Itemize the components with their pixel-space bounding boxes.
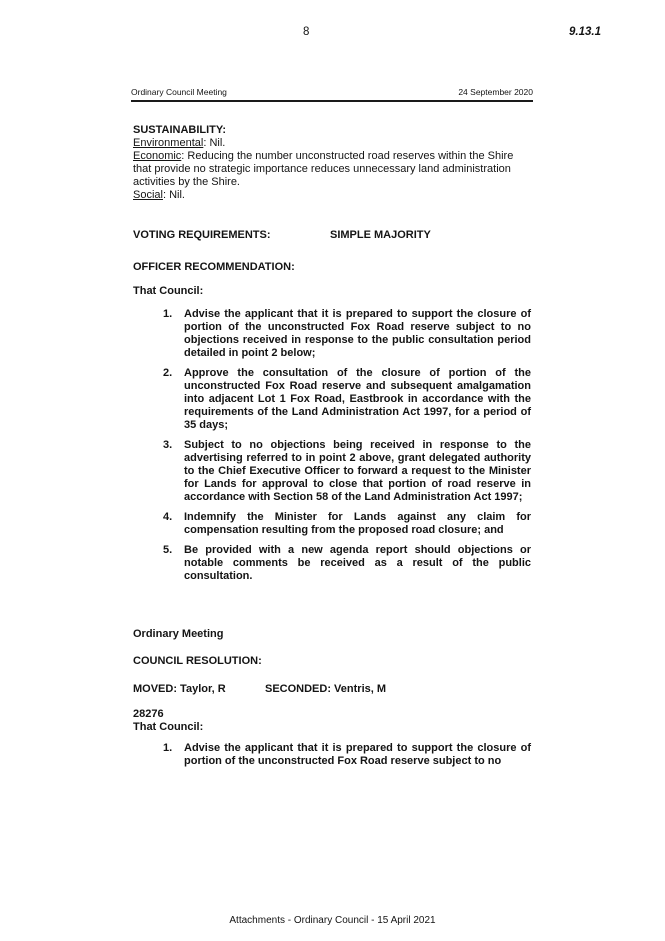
- header-meeting-date: 24 September 2020: [458, 87, 533, 97]
- economic-text: : Reducing the number unconstructed road reserves within the Shire that provide no strategic importance reduces unnecessary land administration activities by the Shire.: [133, 150, 514, 188]
- social-text: : Nil.: [162, 189, 185, 201]
- officer-recommendation-heading: OFFICER RECOMMENDATION:: [133, 261, 295, 273]
- social-label: Social: [133, 189, 163, 201]
- list-item-number: 3.: [163, 439, 173, 451]
- moved-by: MOVED: Taylor, R: [133, 683, 226, 695]
- council-resolution-list: [133, 742, 531, 768]
- list-item-text: Be provided with a new agenda report should objections or notable comments be received as a result of the public consultation.: [184, 544, 531, 582]
- voting-requirements-row: [133, 229, 531, 242]
- officer-recommendation-list: [133, 308, 531, 583]
- agenda-item-reference: 9.13.1: [569, 26, 601, 38]
- document-body: [133, 124, 531, 768]
- list-item-number: 1.: [163, 308, 173, 320]
- ordinary-meeting-label: Ordinary Meeting: [133, 628, 224, 640]
- list-item-number: 1.: [163, 742, 173, 754]
- list-item-number: 2.: [163, 367, 173, 379]
- resolution-number: 28276: [133, 708, 164, 720]
- header-meeting-title: Ordinary Council Meeting: [131, 87, 227, 97]
- sustainability-social-line: [133, 189, 531, 202]
- list-item: [133, 742, 531, 768]
- seconded-by: SECONDED: Ventris, M: [265, 683, 387, 695]
- page-number: 8: [303, 26, 310, 38]
- list-item-text: Approve the consultation of the closure of portion of the unconstructed Fox Road reserve and subsequent amalgamation into adjacent Lot 1 Fox Road, Eastbrook in accordance with the requirements of the Land Administration Act 1997, for a period of 35 days;: [184, 367, 531, 431]
- sustainability-heading: SUSTAINABILITY:: [133, 124, 227, 136]
- list-item: [133, 308, 531, 360]
- list-item-text: Indemnify the Minister for Lands against any claim for compensation resulting from the proposed road closure; and: [184, 511, 531, 536]
- sustainability-environmental-line: [133, 137, 531, 150]
- list-item-number: 5.: [163, 544, 173, 556]
- voting-requirements-label: VOTING REQUIREMENTS:: [133, 229, 271, 241]
- voting-requirements-value: SIMPLE MAJORITY: [330, 229, 431, 241]
- sustainability-economic-line: [133, 150, 531, 189]
- council-resolution-heading: COUNCIL RESOLUTION:: [133, 655, 262, 667]
- list-item: [133, 511, 531, 537]
- economic-label: Economic: [133, 150, 182, 162]
- officer-recommendation-preamble: That Council:: [133, 285, 204, 297]
- list-item-text: Subject to no objections being received in response to the advertising referred to in point 2 above, grant delegated authority to the Chief Executive Officer to forward a request to the Minister for Lands for approval to close that portion of road reserve in accordance with Section 58 of the Land Administration Act 1997;: [184, 439, 531, 503]
- list-item: [133, 439, 531, 504]
- environmental-label: Environmental: [133, 137, 204, 149]
- list-item-text: Advise the applicant that it is prepared to support the closure of portion of the unconstructed Fox Road reserve subject to no: [184, 742, 531, 767]
- running-header: [131, 87, 533, 102]
- list-item: [133, 367, 531, 432]
- council-resolution-preamble: That Council:: [133, 721, 204, 733]
- list-item-number: 4.: [163, 511, 173, 523]
- moved-seconded-row: [133, 683, 531, 696]
- list-item-text: Advise the applicant that it is prepared to support the closure of portion of the unconstructed Fox Road reserve subject to no objections received in response to the public consultation period detailed in point 2 below;: [184, 308, 531, 359]
- page-footer: Attachments - Ordinary Council - 15 April 2021: [229, 915, 436, 926]
- environmental-text: : Nil.: [203, 137, 226, 149]
- list-item: [133, 544, 531, 583]
